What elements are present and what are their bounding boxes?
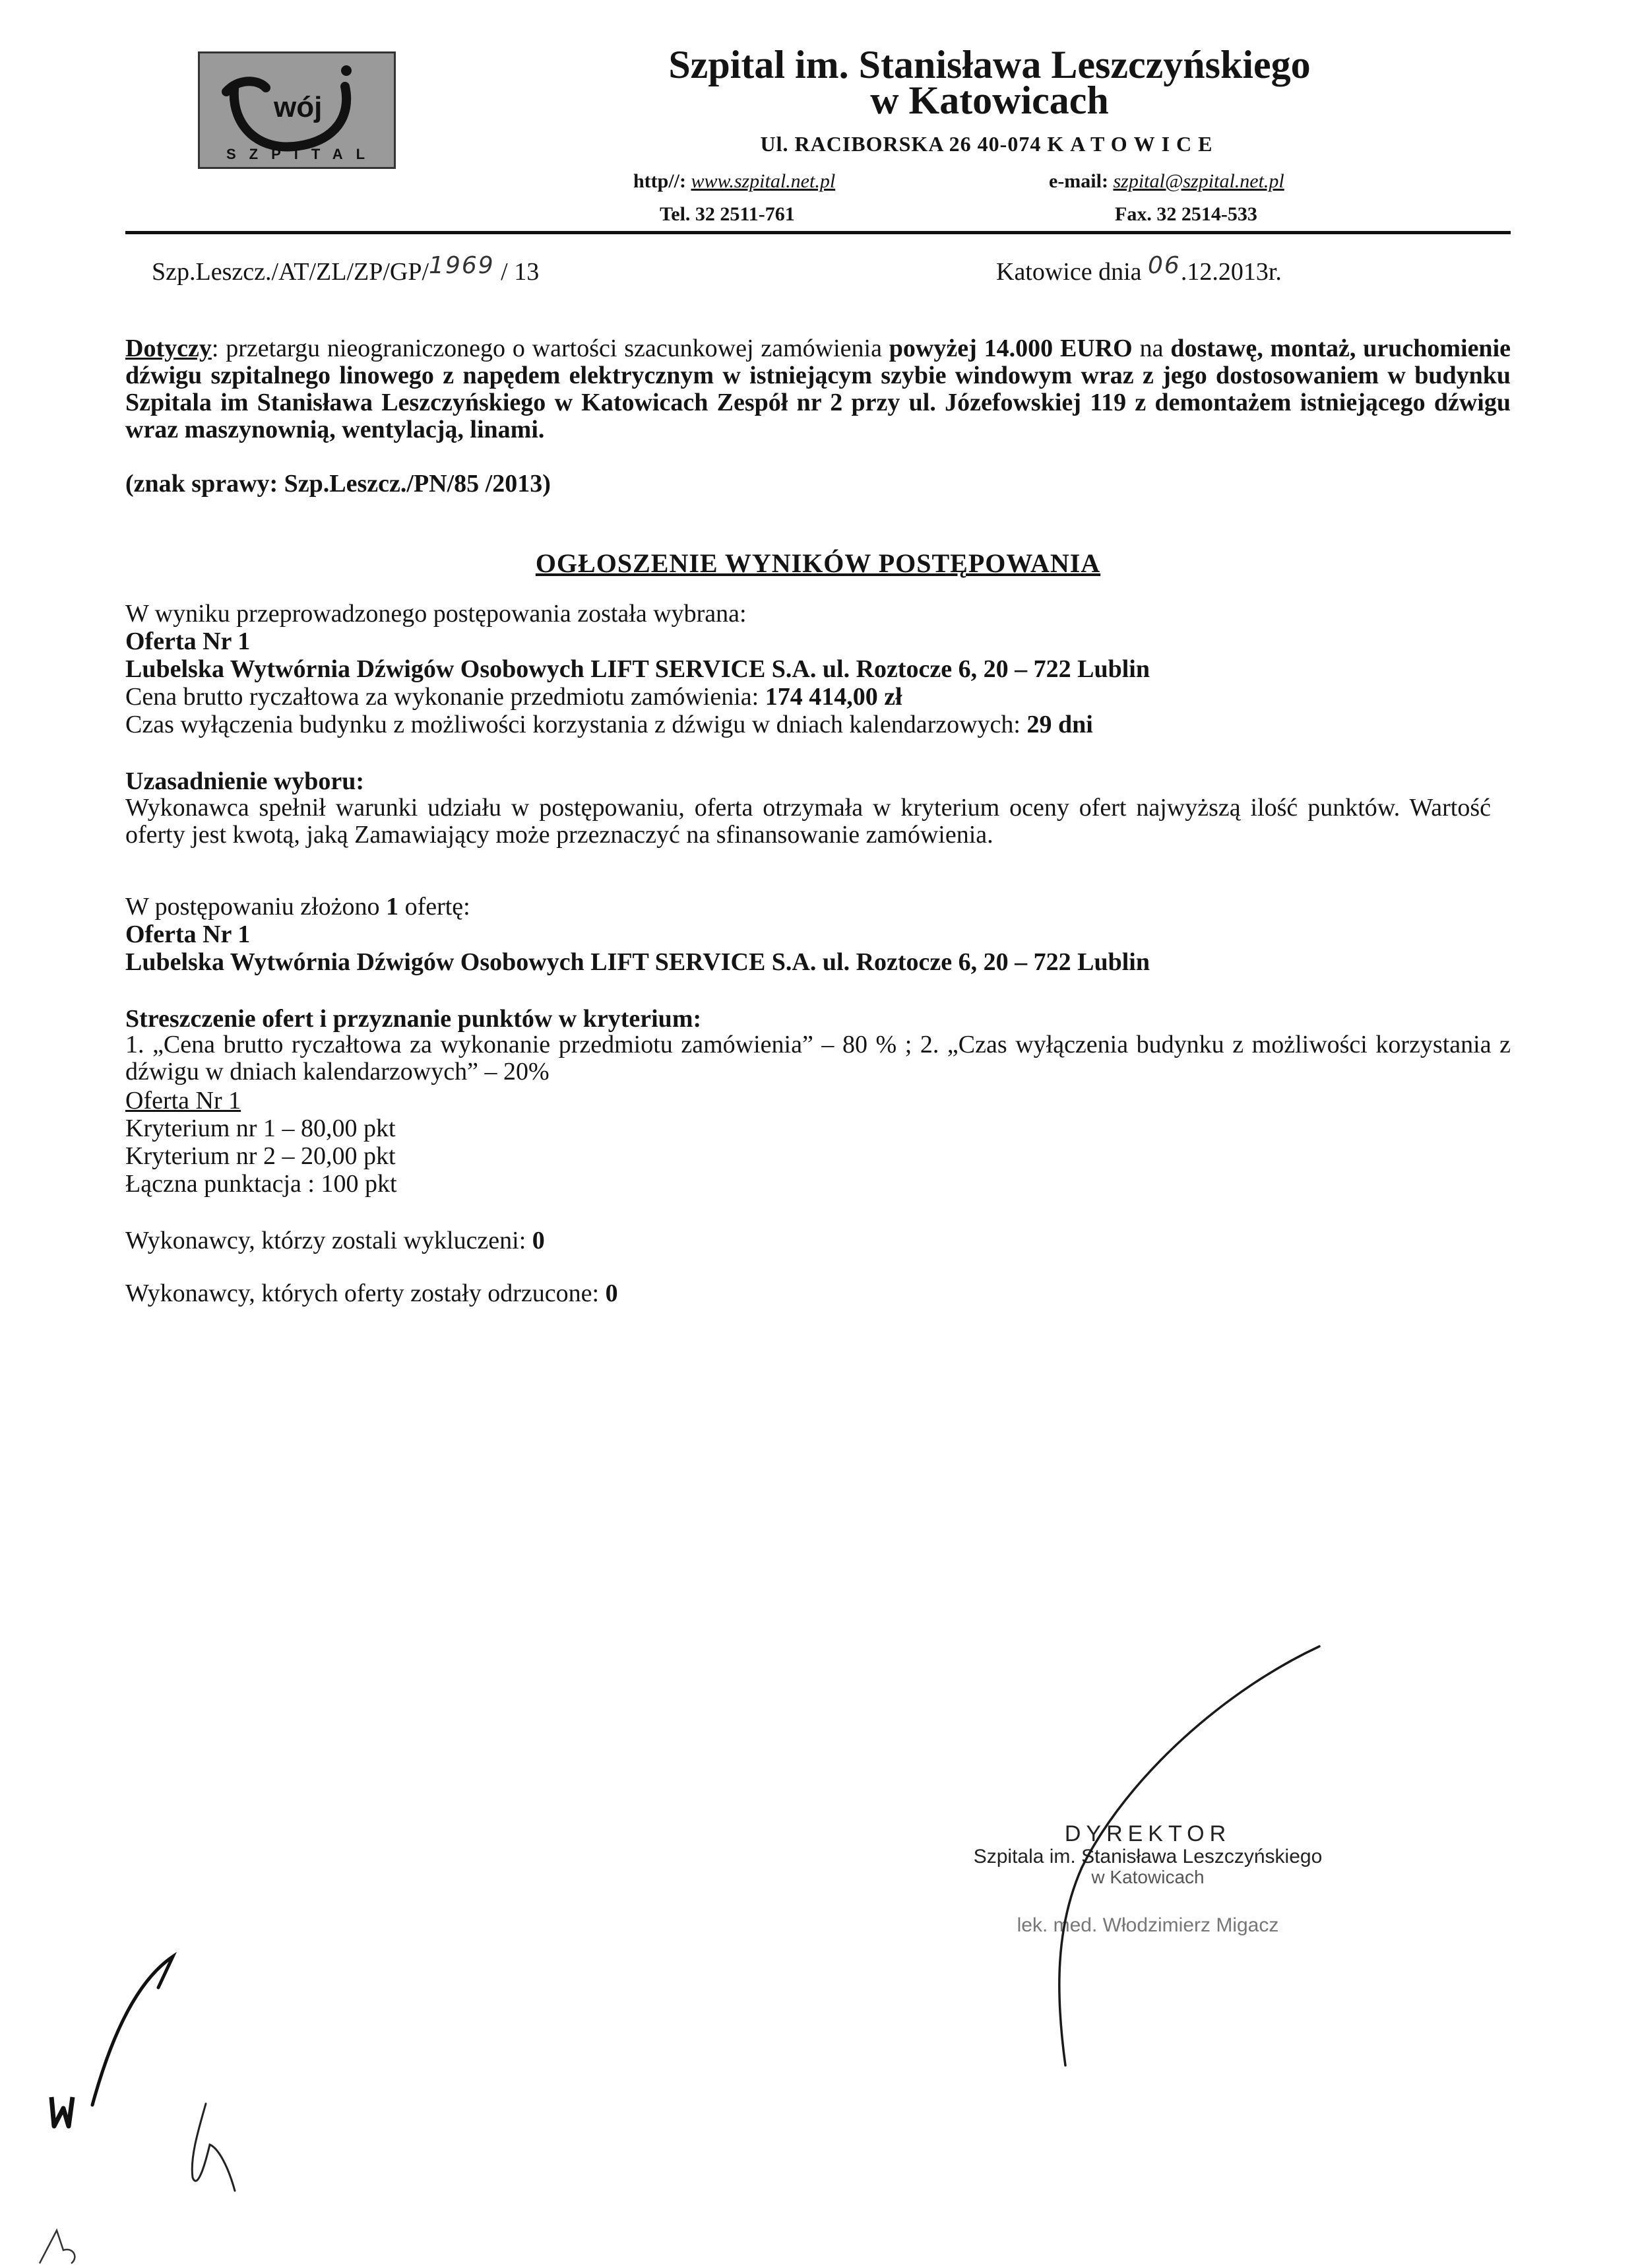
summary-heading: Streszczenie ofert i przyznanie punktów w kryterium: <box>125 1005 702 1033</box>
initials-bottom-icon <box>40 2230 75 2263</box>
hospital-address <box>660 132 1319 156</box>
criterion-1-score: Kryterium nr 1 – 80,00 pkt <box>125 1115 396 1142</box>
case-reference: (znak sprawy: Szp.Leszcz./PN/85 /2013) <box>125 470 551 498</box>
submitted-count-line <box>125 892 470 921</box>
justification-heading: Uzasadnienie wyboru: <box>125 767 365 795</box>
total-score: Łączna punktacja : 100 pkt <box>125 1170 397 1198</box>
website <box>633 170 835 193</box>
announcement-heading: OGŁOSZENIE WYNIKÓW POSTĘPOWANIA <box>535 548 1101 578</box>
selected-contractor: Lubelska Wytwórnia Dźwigów Osobowych LIFT SERVICE S.A. ul. Roztocze 6, 20 – 722 Lublin <box>125 655 1150 683</box>
document-date <box>996 252 1282 286</box>
director-stamp <box>937 1821 1359 1937</box>
downtime-line <box>125 710 1093 739</box>
selected-offer-label: Oferta Nr 1 <box>125 628 251 655</box>
website-link[interactable]: www.szpital.net.pl <box>691 170 836 192</box>
downtime-label: Czas wyłączenia budynku z możliwości korzystania z dźwigu w dniach kalendarzowych: <box>125 711 1027 738</box>
submitted-text: W postępowaniu złożono <box>125 893 387 921</box>
subject-paragraph <box>125 335 1511 443</box>
handwritten-day: 06 <box>1148 252 1181 279</box>
hospital-logo <box>198 51 396 169</box>
hospital-city: w Katowicach <box>870 79 1109 122</box>
subject-scope: dostawę, montaż, uruchomienie dźwigu szpitalnego linowego z napędem elektrycznym w istniejącym szybie windowym wraz z jego dostosowaniem w budynku Szpitala im Stanisława Leszczyńskiego w Katowicach Zespół nr 2 przy ul. Józefowskiej 119 z demontażem istniejącego dźwigu wraz maszynownią, wentylacją, linami. <box>125 335 1511 443</box>
rejected-label: Wykonawcy, których oferty zostały odrzucone: <box>125 1280 606 1307</box>
excluded-label: Wykonawcy, którzy zostali wykluczeni: <box>125 1227 532 1254</box>
email <box>1049 170 1284 193</box>
initials-w-icon <box>92 1957 173 2105</box>
price-line <box>125 682 902 711</box>
stamp-line1: Szpitala im. Stanisława Leszczyńskiego <box>973 1846 1323 1867</box>
reference-number <box>152 252 540 286</box>
date-prefix: Katowice dnia <box>996 258 1142 286</box>
initials-a-icon <box>192 2104 235 2191</box>
stamp-line2: w Katowicach <box>1091 1867 1205 1887</box>
subject-text-cont: na <box>1132 335 1164 362</box>
fax: Fax. 32 2514-533 <box>1115 203 1257 225</box>
submitted-contractor: Lubelska Wytwórnia Dźwigów Osobowych LIFT SERVICE S.A. ul. Roztocze 6, 20 – 722 Lublin <box>125 948 1150 976</box>
criteria-text: 1. „Cena brutto ryczałtowa za wykonanie przedmiotu zamówienia” – 80 % ; 2. „Czas wyłączenia budynku z możliwości korzystania z dźwigu w dniach kalendarzowych” – 20% <box>125 1031 1511 1085</box>
subject-text: : przetargu nieograniczonego o wartości szacunkowej zamówienia <box>211 335 889 362</box>
date-rest: .12.2013r. <box>1180 258 1282 286</box>
subject-label: Dotyczy <box>125 335 212 362</box>
reference-suffix: / 13 <box>501 258 540 286</box>
selection-intro: W wyniku przeprowadzonego postępowania została wybrana: <box>125 600 747 628</box>
excluded-line <box>125 1226 545 1255</box>
submitted-text-end: ofertę: <box>398 893 470 921</box>
subject-threshold: powyżej 14.000 EURO <box>889 335 1133 362</box>
reference-prefix: Szp.Leszcz./AT/ZL/ZP/GP/ <box>152 258 429 286</box>
submitted-count: 1 <box>386 893 399 921</box>
address-city: KATOWICE <box>1047 132 1219 156</box>
header-divider <box>125 231 1511 234</box>
email-label: e-mail: <box>1049 170 1108 192</box>
summary-offer-label: Oferta Nr 1 <box>125 1087 241 1115</box>
price-value: 174 414,00 zł <box>765 683 902 711</box>
justification-text: Wykonawca spełnił warunki udziału w postępowaniu, oferta otrzymała w kryterium oceny ofert najwyższą ilość punktów. Wartość oferty jest kwotą, jaką Zamawiający może przeznaczyć na sfinansowanie zamówienia. <box>125 794 1491 849</box>
criterion-2-score: Kryterium nr 2 – 20,00 pkt <box>125 1142 396 1170</box>
website-label: http//: <box>633 170 687 192</box>
handwritten-reference-number: 1969 <box>429 252 495 279</box>
hospital-name: Szpital im. Stanisława Leszczyńskiego <box>668 43 1311 86</box>
rejected-line <box>125 1279 618 1308</box>
price-label: Cena brutto ryczałtowa za wykonanie przedmiotu zamówienia: <box>125 683 765 711</box>
excluded-value: 0 <box>532 1227 545 1254</box>
logo-word: wój <box>274 91 323 123</box>
logo-caption: SZPITAL <box>226 146 379 162</box>
downtime-value: 29 dni <box>1026 711 1093 738</box>
stamp-name: lek. med. Włodzimierz Migacz <box>1017 1914 1279 1936</box>
initials-w-letter-icon <box>51 2097 73 2126</box>
rejected-value: 0 <box>605 1280 618 1307</box>
stamp-title: DYREKTOR <box>1064 1821 1232 1846</box>
submitted-offer-label: Oferta Nr 1 <box>125 921 251 948</box>
email-link[interactable]: szpital@szpital.net.pl <box>1113 170 1284 192</box>
address-street: Ul. RACIBORSKA 26 40-074 <box>760 132 1042 156</box>
telephone: Tel. 32 2511-761 <box>660 203 795 225</box>
